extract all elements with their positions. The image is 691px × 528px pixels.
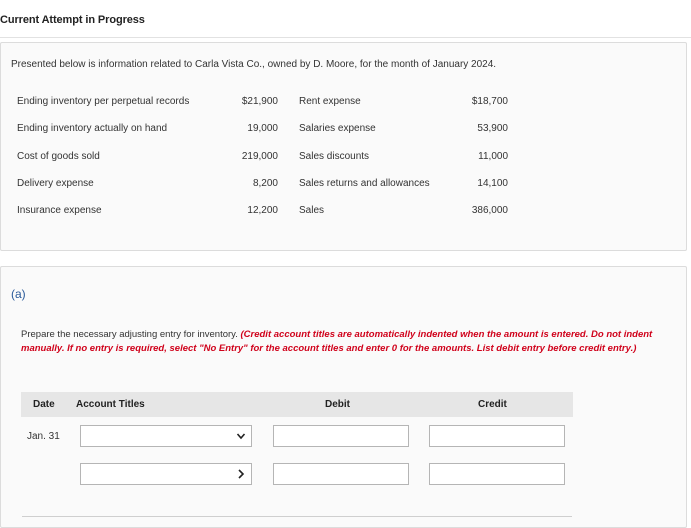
info-right-label: Salaries expense (299, 123, 376, 134)
info-left-label: Delivery expense (17, 178, 94, 189)
journal-header (21, 392, 573, 417)
header-credit: Credit (478, 399, 507, 410)
info-right-label: Sales discounts (299, 151, 370, 162)
debit-amount-input[interactable] (273, 463, 409, 485)
info-left-value: $21,900 (241, 96, 278, 107)
info-left-label: Insurance expense (17, 205, 102, 216)
instruction-warning: (Credit account titles are automatically indented when the amount is entered. Do not indent manually. If no entry is required, select "No Entry" for the account titles and enter 0 for the amounts. List debit entry before credit entry.) (21, 329, 653, 354)
info-left-value: 219,000 (241, 151, 278, 162)
info-right-label: Sales (299, 205, 325, 216)
chevron-down-icon (236, 429, 246, 443)
header-debit: Debit (325, 399, 350, 410)
info-left-label: Cost of goods sold (17, 151, 100, 162)
debit-amount-input[interactable] (273, 425, 409, 447)
credit-amount-input[interactable] (429, 463, 565, 485)
account-title-select[interactable] (80, 463, 252, 485)
info-row (1, 205, 686, 219)
info-left-label: Ending inventory actually on hand (17, 123, 168, 134)
instruction-text: Prepare the necessary adjusting entry for inventory. (21, 329, 241, 340)
info-right-label: Sales returns and allowances (299, 178, 430, 189)
info-row (1, 151, 686, 165)
entry-date: Jan. 31 (27, 431, 60, 442)
part-a-instructions (21, 328, 661, 356)
info-right-value: $18,700 (471, 96, 508, 107)
info-row (1, 123, 686, 137)
header-account-titles: Account Titles (76, 399, 145, 410)
journal-row (21, 463, 573, 487)
info-right-value: 53,900 (477, 123, 508, 134)
top-divider (0, 37, 691, 38)
info-left-value: 12,200 (247, 205, 278, 216)
credit-amount-input[interactable] (429, 425, 565, 447)
info-right-value: 386,000 (471, 205, 508, 216)
info-row (1, 178, 686, 192)
problem-intro: Presented below is information related to Carla Vista Co., owned by D. Moore, for the month of January 2024. (11, 59, 497, 70)
info-right-value: 11,000 (478, 151, 508, 162)
account-title-select[interactable] (80, 425, 252, 447)
info-row (1, 96, 686, 110)
header-date: Date (33, 399, 55, 410)
problem-info-box (0, 42, 687, 251)
part-a-label: (a) (11, 287, 26, 301)
info-right-value: 14,100 (477, 178, 508, 189)
info-left-value: 8,200 (252, 178, 278, 189)
journal-row (21, 425, 573, 449)
attempt-status: Current Attempt in Progress (0, 14, 145, 26)
part-a-box (0, 266, 687, 528)
info-right-label: Rent expense (299, 96, 361, 107)
chevron-right-icon (236, 467, 246, 481)
info-left-value: 19,000 (247, 123, 278, 134)
info-left-label: Ending inventory per perpetual records (17, 96, 190, 107)
